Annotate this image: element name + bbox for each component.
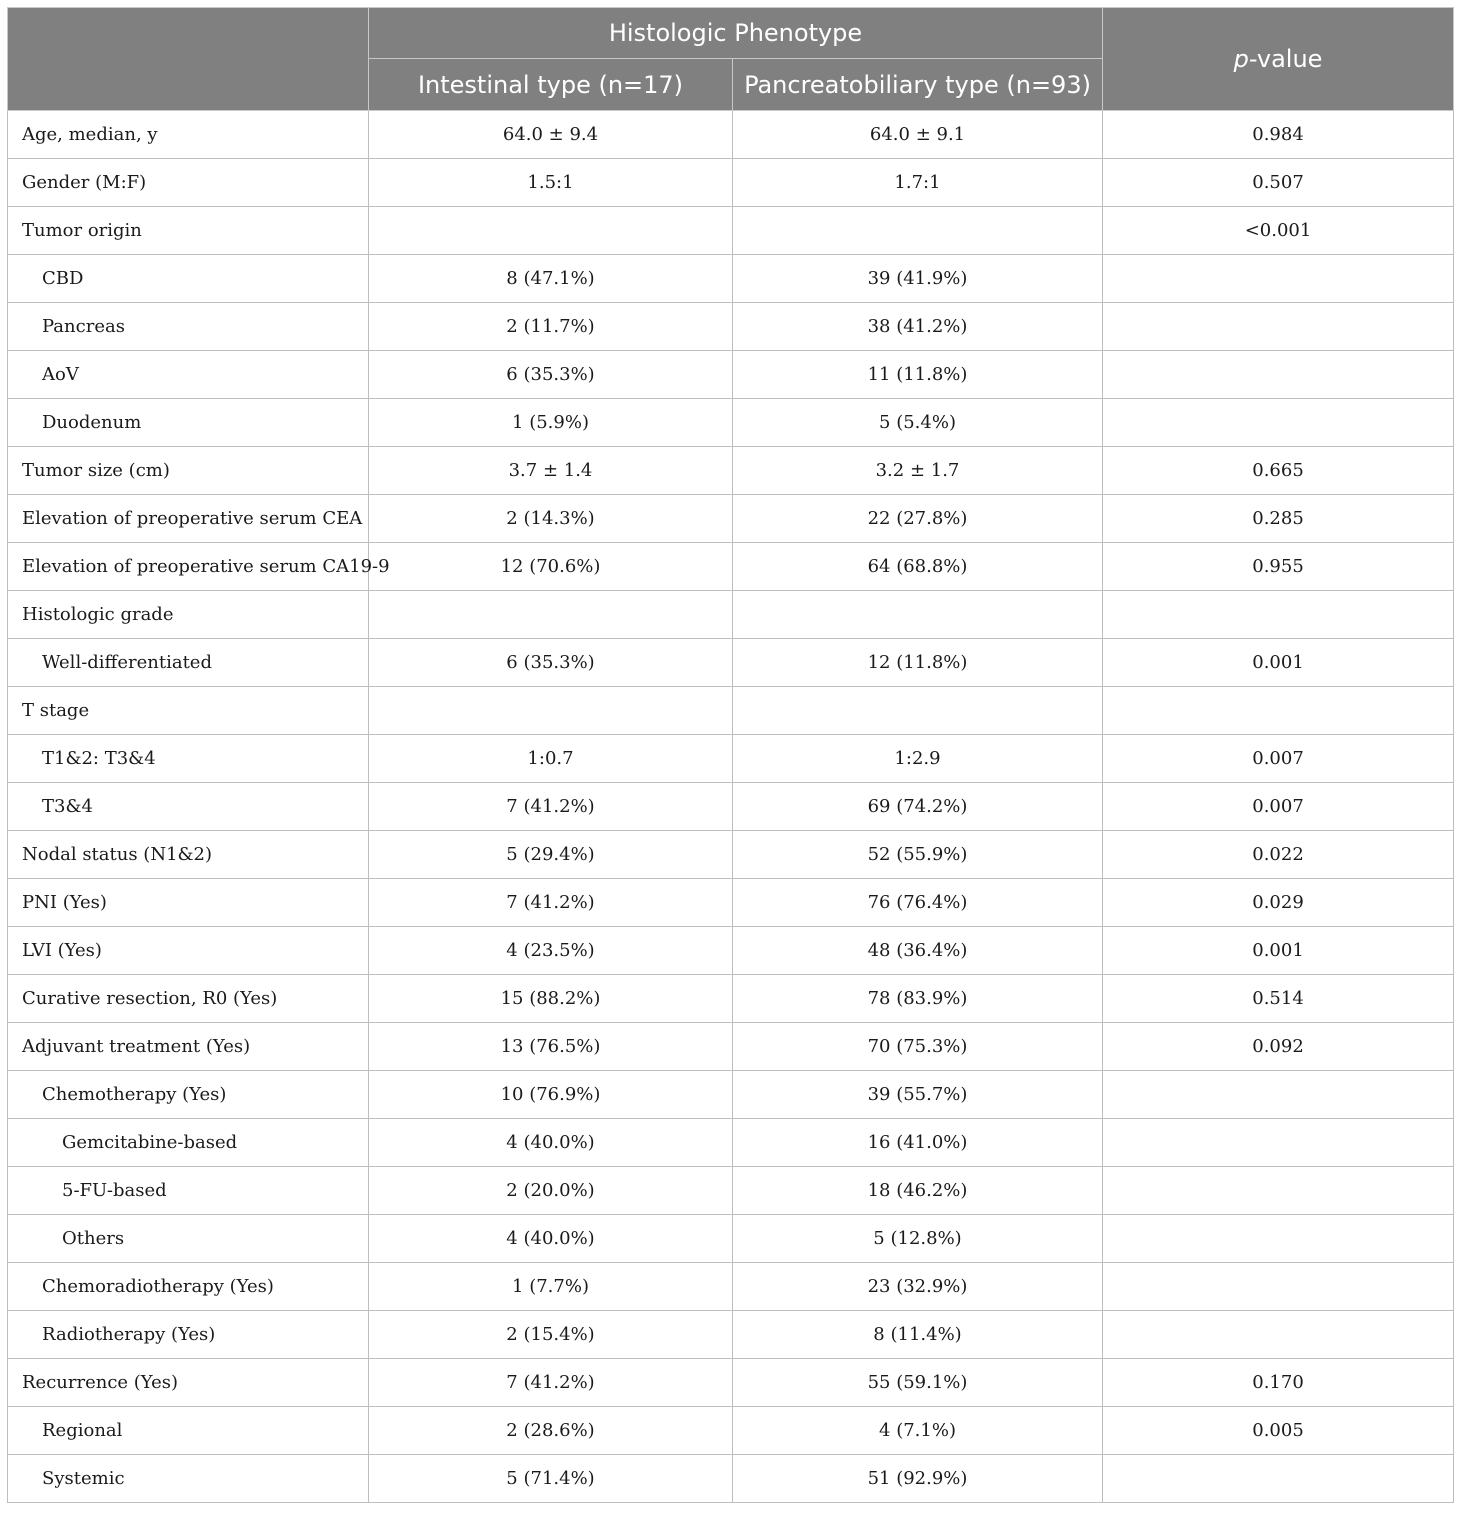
pancreatobiliary-value: 5 (5.4%) bbox=[733, 399, 1103, 447]
table-row bbox=[8, 783, 1454, 831]
row-label: Well-differentiated bbox=[8, 639, 369, 687]
intestinal-value: 64.0 ± 9.4 bbox=[369, 111, 733, 159]
p-value bbox=[1103, 303, 1454, 351]
row-label: Radiotherapy (Yes) bbox=[8, 1311, 369, 1359]
table-row bbox=[8, 1119, 1454, 1167]
table-row bbox=[8, 543, 1454, 591]
row-label: Duodenum bbox=[8, 399, 369, 447]
intestinal-value: 2 (28.6%) bbox=[369, 1407, 733, 1455]
header-group-histologic-phenotype: Histologic Phenotype bbox=[369, 8, 1103, 59]
intestinal-value bbox=[369, 207, 733, 255]
intestinal-value: 2 (20.0%) bbox=[369, 1167, 733, 1215]
p-value: 0.022 bbox=[1103, 831, 1454, 879]
row-label: Gender (M:F) bbox=[8, 159, 369, 207]
intestinal-value: 5 (29.4%) bbox=[369, 831, 733, 879]
p-value: 0.984 bbox=[1103, 111, 1454, 159]
pancreatobiliary-value: 51 (92.9%) bbox=[733, 1455, 1103, 1503]
intestinal-value: 3.7 ± 1.4 bbox=[369, 447, 733, 495]
pancreatobiliary-value: 55 (59.1%) bbox=[733, 1359, 1103, 1407]
table-row bbox=[8, 495, 1454, 543]
p-value: 0.005 bbox=[1103, 1407, 1454, 1455]
p-value: 0.285 bbox=[1103, 495, 1454, 543]
pancreatobiliary-value bbox=[733, 591, 1103, 639]
pancreatobiliary-value: 3.2 ± 1.7 bbox=[733, 447, 1103, 495]
pancreatobiliary-value: 18 (46.2%) bbox=[733, 1167, 1103, 1215]
row-label: AoV bbox=[8, 351, 369, 399]
pancreatobiliary-value: 38 (41.2%) bbox=[733, 303, 1103, 351]
pancreatobiliary-value: 1:2.9 bbox=[733, 735, 1103, 783]
p-value: 0.007 bbox=[1103, 783, 1454, 831]
table-row bbox=[8, 111, 1454, 159]
table-row bbox=[8, 735, 1454, 783]
table-row bbox=[8, 351, 1454, 399]
p-value bbox=[1103, 1455, 1454, 1503]
row-label: T3&4 bbox=[8, 783, 369, 831]
row-label: Regional bbox=[8, 1407, 369, 1455]
header-p-value-italic: p bbox=[1233, 45, 1249, 73]
p-value: 0.665 bbox=[1103, 447, 1454, 495]
table-row bbox=[8, 1263, 1454, 1311]
header-p-value-suffix: -value bbox=[1248, 45, 1323, 73]
p-value: 0.007 bbox=[1103, 735, 1454, 783]
row-label: LVI (Yes) bbox=[8, 927, 369, 975]
table-row bbox=[8, 1359, 1454, 1407]
table-row bbox=[8, 1023, 1454, 1071]
pancreatobiliary-value: 39 (41.9%) bbox=[733, 255, 1103, 303]
table-row bbox=[8, 399, 1454, 447]
p-value: 0.029 bbox=[1103, 879, 1454, 927]
p-value: 0.001 bbox=[1103, 927, 1454, 975]
pancreatobiliary-value: 12 (11.8%) bbox=[733, 639, 1103, 687]
table-row bbox=[8, 927, 1454, 975]
p-value bbox=[1103, 591, 1454, 639]
pancreatobiliary-value: 23 (32.9%) bbox=[733, 1263, 1103, 1311]
row-label: Chemoradiotherapy (Yes) bbox=[8, 1263, 369, 1311]
row-label: CBD bbox=[8, 255, 369, 303]
header-empty-cell bbox=[8, 8, 369, 111]
row-label: Tumor origin bbox=[8, 207, 369, 255]
header-intestinal-type: Intestinal type (n=17) bbox=[369, 59, 733, 111]
table-container bbox=[7, 7, 1453, 1503]
intestinal-value: 7 (41.2%) bbox=[369, 1359, 733, 1407]
pancreatobiliary-value: 16 (41.0%) bbox=[733, 1119, 1103, 1167]
table-row bbox=[8, 975, 1454, 1023]
intestinal-value: 6 (35.3%) bbox=[369, 351, 733, 399]
pancreatobiliary-value: 78 (83.9%) bbox=[733, 975, 1103, 1023]
row-label: Recurrence (Yes) bbox=[8, 1359, 369, 1407]
p-value bbox=[1103, 255, 1454, 303]
intestinal-value: 1 (7.7%) bbox=[369, 1263, 733, 1311]
pancreatobiliary-value: 48 (36.4%) bbox=[733, 927, 1103, 975]
header-pancreatobiliary-type: Pancreatobiliary type (n=93) bbox=[733, 59, 1103, 111]
intestinal-value: 6 (35.3%) bbox=[369, 639, 733, 687]
table-row bbox=[8, 1311, 1454, 1359]
intestinal-value bbox=[369, 687, 733, 735]
intestinal-value: 8 (47.1%) bbox=[369, 255, 733, 303]
row-label: PNI (Yes) bbox=[8, 879, 369, 927]
intestinal-value: 7 (41.2%) bbox=[369, 783, 733, 831]
intestinal-value: 1 (5.9%) bbox=[369, 399, 733, 447]
pancreatobiliary-value: 76 (76.4%) bbox=[733, 879, 1103, 927]
row-label: Chemotherapy (Yes) bbox=[8, 1071, 369, 1119]
intestinal-value: 4 (23.5%) bbox=[369, 927, 733, 975]
row-label: Adjuvant treatment (Yes) bbox=[8, 1023, 369, 1071]
row-label: Others bbox=[8, 1215, 369, 1263]
p-value bbox=[1103, 1263, 1454, 1311]
row-label: Age, median, y bbox=[8, 111, 369, 159]
row-label: Histologic grade bbox=[8, 591, 369, 639]
intestinal-value: 10 (76.9%) bbox=[369, 1071, 733, 1119]
pancreatobiliary-value: 52 (55.9%) bbox=[733, 831, 1103, 879]
pancreatobiliary-value: 5 (12.8%) bbox=[733, 1215, 1103, 1263]
row-label: T stage bbox=[8, 687, 369, 735]
p-value bbox=[1103, 351, 1454, 399]
pancreatobiliary-value: 8 (11.4%) bbox=[733, 1311, 1103, 1359]
intestinal-value: 1.5:1 bbox=[369, 159, 733, 207]
pancreatobiliary-value: 70 (75.3%) bbox=[733, 1023, 1103, 1071]
p-value bbox=[1103, 687, 1454, 735]
intestinal-value: 12 (70.6%) bbox=[369, 543, 733, 591]
row-label: Curative resection, R0 (Yes) bbox=[8, 975, 369, 1023]
table-row bbox=[8, 639, 1454, 687]
intestinal-value: 2 (11.7%) bbox=[369, 303, 733, 351]
table-row bbox=[8, 879, 1454, 927]
pancreatobiliary-value bbox=[733, 207, 1103, 255]
table-row bbox=[8, 255, 1454, 303]
p-value: 0.001 bbox=[1103, 639, 1454, 687]
p-value bbox=[1103, 1167, 1454, 1215]
table-row bbox=[8, 1215, 1454, 1263]
table-row bbox=[8, 303, 1454, 351]
table-row bbox=[8, 1407, 1454, 1455]
pancreatobiliary-value: 69 (74.2%) bbox=[733, 783, 1103, 831]
intestinal-value bbox=[369, 591, 733, 639]
pancreatobiliary-value: 4 (7.1%) bbox=[733, 1407, 1103, 1455]
p-value: 0.514 bbox=[1103, 975, 1454, 1023]
table-body bbox=[8, 111, 1454, 1503]
table-row bbox=[8, 207, 1454, 255]
intestinal-value: 2 (15.4%) bbox=[369, 1311, 733, 1359]
header-p-value bbox=[1103, 8, 1454, 111]
table-header bbox=[8, 8, 1454, 111]
intestinal-value: 4 (40.0%) bbox=[369, 1119, 733, 1167]
p-value: <0.001 bbox=[1103, 207, 1454, 255]
row-label: T1&2: T3&4 bbox=[8, 735, 369, 783]
intestinal-value: 5 (71.4%) bbox=[369, 1455, 733, 1503]
pancreatobiliary-value: 22 (27.8%) bbox=[733, 495, 1103, 543]
table-row bbox=[8, 447, 1454, 495]
pancreatobiliary-value: 39 (55.7%) bbox=[733, 1071, 1103, 1119]
intestinal-value: 2 (14.3%) bbox=[369, 495, 733, 543]
row-label: Gemcitabine-based bbox=[8, 1119, 369, 1167]
row-label: Elevation of preoperative serum CEA bbox=[8, 495, 369, 543]
phenotype-table bbox=[7, 7, 1454, 1503]
row-label: Elevation of preoperative serum CA19-9 bbox=[8, 543, 369, 591]
table-row bbox=[8, 687, 1454, 735]
intestinal-value: 1:0.7 bbox=[369, 735, 733, 783]
table-row bbox=[8, 591, 1454, 639]
row-label: Systemic bbox=[8, 1455, 369, 1503]
pancreatobiliary-value: 64.0 ± 9.1 bbox=[733, 111, 1103, 159]
pancreatobiliary-value bbox=[733, 687, 1103, 735]
p-value: 0.092 bbox=[1103, 1023, 1454, 1071]
row-label: 5-FU-based bbox=[8, 1167, 369, 1215]
intestinal-value: 7 (41.2%) bbox=[369, 879, 733, 927]
p-value bbox=[1103, 1119, 1454, 1167]
intestinal-value: 4 (40.0%) bbox=[369, 1215, 733, 1263]
p-value: 0.955 bbox=[1103, 543, 1454, 591]
row-label: Tumor size (cm) bbox=[8, 447, 369, 495]
p-value bbox=[1103, 1311, 1454, 1359]
row-label: Pancreas bbox=[8, 303, 369, 351]
table-row bbox=[8, 159, 1454, 207]
p-value bbox=[1103, 399, 1454, 447]
table-row bbox=[8, 1071, 1454, 1119]
p-value: 0.170 bbox=[1103, 1359, 1454, 1407]
table-row bbox=[8, 831, 1454, 879]
p-value bbox=[1103, 1215, 1454, 1263]
pancreatobiliary-value: 1.7:1 bbox=[733, 159, 1103, 207]
intestinal-value: 13 (76.5%) bbox=[369, 1023, 733, 1071]
table-row bbox=[8, 1167, 1454, 1215]
p-value: 0.507 bbox=[1103, 159, 1454, 207]
row-label: Nodal status (N1&2) bbox=[8, 831, 369, 879]
intestinal-value: 15 (88.2%) bbox=[369, 975, 733, 1023]
table-row bbox=[8, 1455, 1454, 1503]
pancreatobiliary-value: 64 (68.8%) bbox=[733, 543, 1103, 591]
pancreatobiliary-value: 11 (11.8%) bbox=[733, 351, 1103, 399]
p-value bbox=[1103, 1071, 1454, 1119]
